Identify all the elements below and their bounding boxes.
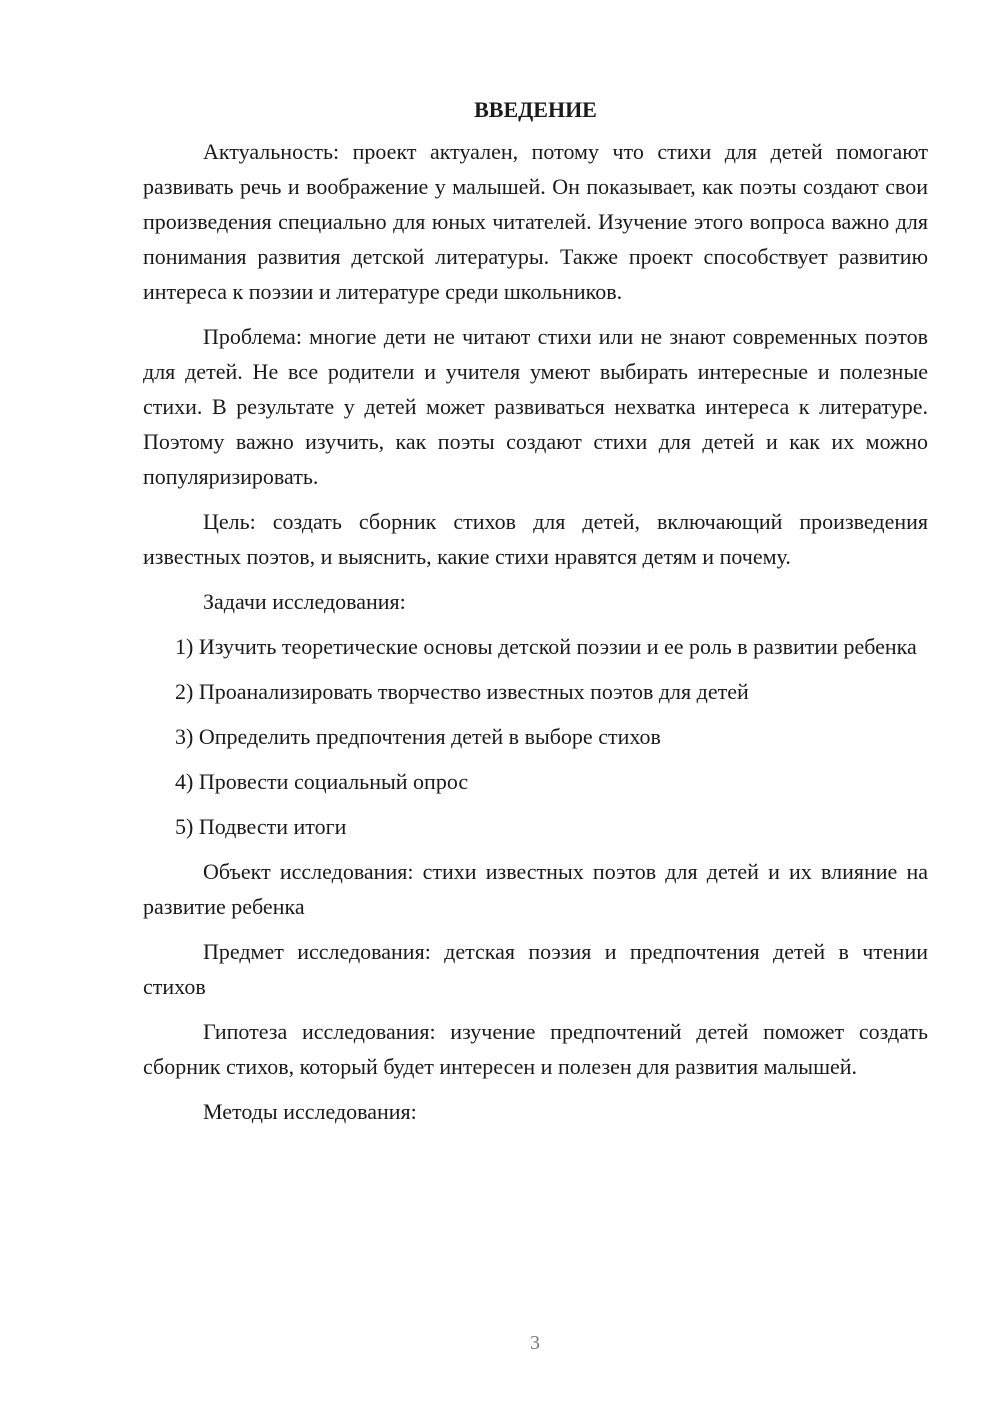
relevance-paragraph: Актуальность: проект актуален, потому что стихи для детей помогают развивать речь и воображение у малышей. Он показывает, как поэты создают свои произведения специально для юных читателей. Изучение этого вопроса важно для понимания развития детской литературы. Также проект способствует развитию интереса к поэзии и литературе среди школьников. xyxy=(143,139,928,304)
list-item: 5) Подвести итоги xyxy=(175,814,347,839)
subject-paragraph: Предмет исследования: детская поэзия и предпочтения детей в чтении стихов xyxy=(143,939,928,999)
list-item: 1) Изучить теоретические основы детской поэзии и ее роль в развитии ребенка xyxy=(175,634,917,659)
tasks-list xyxy=(143,629,928,844)
list-item: 2) Проанализировать творчество известных поэтов для детей xyxy=(175,679,749,704)
problem-paragraph: Проблема: многие дети не читают стихи или не знают современных поэтов для детей. Не все родители и учителя умеют выбирать интересные и полезные стихи. В результате у детей может развиваться нехватка интереса к литературе. Поэтому важно изучить, как поэты создают стихи для детей и как их можно популяризировать. xyxy=(143,324,928,489)
list-item: 4) Провести социальный опрос xyxy=(175,769,469,794)
object-paragraph: Объект исследования: стихи известных поэтов для детей и их влияние на развитие ребенка xyxy=(143,859,928,919)
goal-paragraph: Цель: создать сборник стихов для детей, включающий произведения известных поэтов, и выяснить, какие стихи нравятся детям и почему. xyxy=(143,509,928,569)
document-page xyxy=(143,90,928,1139)
tasks-title: Задачи исследования: xyxy=(203,589,406,614)
methods-title: Методы исследования: xyxy=(203,1099,417,1124)
list-item: 3) Определить предпочтения детей в выборе стихов xyxy=(175,724,661,749)
page-number: 3 xyxy=(530,1332,540,1354)
hypothesis-paragraph: Гипотеза исследования: изучение предпочтений детей поможет создать сборник стихов, который будет интересен и полезен для развития малышей. xyxy=(143,1019,928,1079)
page-title: ВВЕДЕНИЕ xyxy=(474,97,597,122)
